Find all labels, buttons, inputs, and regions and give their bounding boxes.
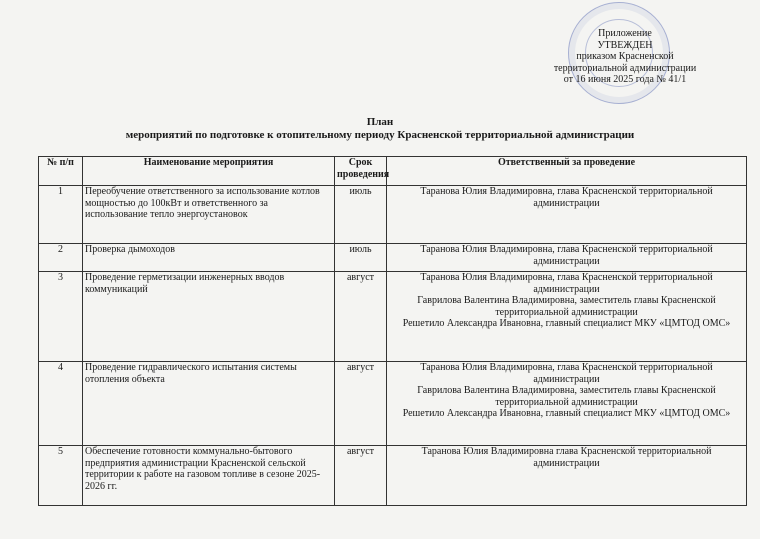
table-row [39,362,747,446]
row-num: 2 [39,244,83,272]
row-deadline: август [335,362,387,446]
row-deadline: август [335,446,387,506]
approval-line-order: приказом Красненской [576,51,674,62]
row-num: 1 [39,186,83,244]
responsible-person: Гаврилова Валентина Владимировна, заместитель главы Красненской территориальной администрации [417,385,716,408]
table-header-row [39,157,747,186]
responsible-person: Таранова Юлия Владимировна, глава Красненской территориальной администрации [420,244,713,267]
events-table [38,156,747,506]
header-deadline: Срок проведения [335,157,387,186]
row-name: Обеспечение готовности коммунально-бытового предприятия администрации Красненской сельской территории к работе на газовом топливе в сезоне 2025-2026 гг. [83,446,335,506]
row-name: Проведение гидравлического испытания системы отопления объекта [83,362,335,446]
row-responsible [387,362,747,446]
row-num: 3 [39,272,83,362]
row-num: 5 [39,446,83,506]
title-subject: мероприятий по подготовке к отопительному периоду Красненской территориальной администрации [125,129,635,141]
approval-block [500,28,750,86]
table-row [39,244,747,272]
title-plan: План [366,116,394,128]
row-responsible [387,272,747,362]
approval-line-administration: территориальной администрации [553,62,697,74]
responsible-person: Решетило Александра Ивановна, главный специалист МКУ «ЦМТОД ОМС» [402,408,731,419]
approval-line-approved: УТВЕЖДЕН [597,39,653,51]
document-title [0,116,760,142]
row-responsible [387,186,747,244]
row-responsible [387,244,747,272]
table-row [39,272,747,362]
row-name: Переобучение ответственного за использование котлов мощностью до 100кВт и ответственного за использование тепло энергоустановок [83,186,335,244]
approval-line-date: от 16 июня 2025 года № 41/1 [563,74,687,85]
row-deadline: август [335,272,387,362]
row-name: Проведение герметизации инженерных вводов коммуникаций [83,272,335,362]
responsible-person: Таранова Юлия Владимировна глава Красненской территориальной администрации [421,446,712,469]
approval-line-appendix: Приложение [598,28,652,39]
row-num: 4 [39,362,83,446]
row-name: Проверка дымоходов [83,244,335,272]
table-row [39,186,747,244]
header-name: Наименование мероприятия [83,157,335,186]
responsible-person: Гаврилова Валентина Владимировна, заместитель главы Красненской территориальной администрации [417,295,716,318]
row-deadline: июль [335,244,387,272]
header-responsible: Ответственный за проведение [387,157,747,186]
header-num: № п/п [39,157,83,186]
responsible-person: Таранова Юлия Владимировна, глава Красненской территориальной администрации [420,272,713,295]
table-row [39,446,747,506]
row-responsible [387,446,747,506]
responsible-person: Таранова Юлия Владимировна, глава Красненской территориальной администрации [420,186,713,209]
row-deadline: июль [335,186,387,244]
responsible-person: Решетило Александра Ивановна, главный специалист МКУ «ЦМТОД ОМС» [402,318,731,329]
responsible-person: Таранова Юлия Владимировна, глава Красненской территориальной администрации [420,362,713,385]
